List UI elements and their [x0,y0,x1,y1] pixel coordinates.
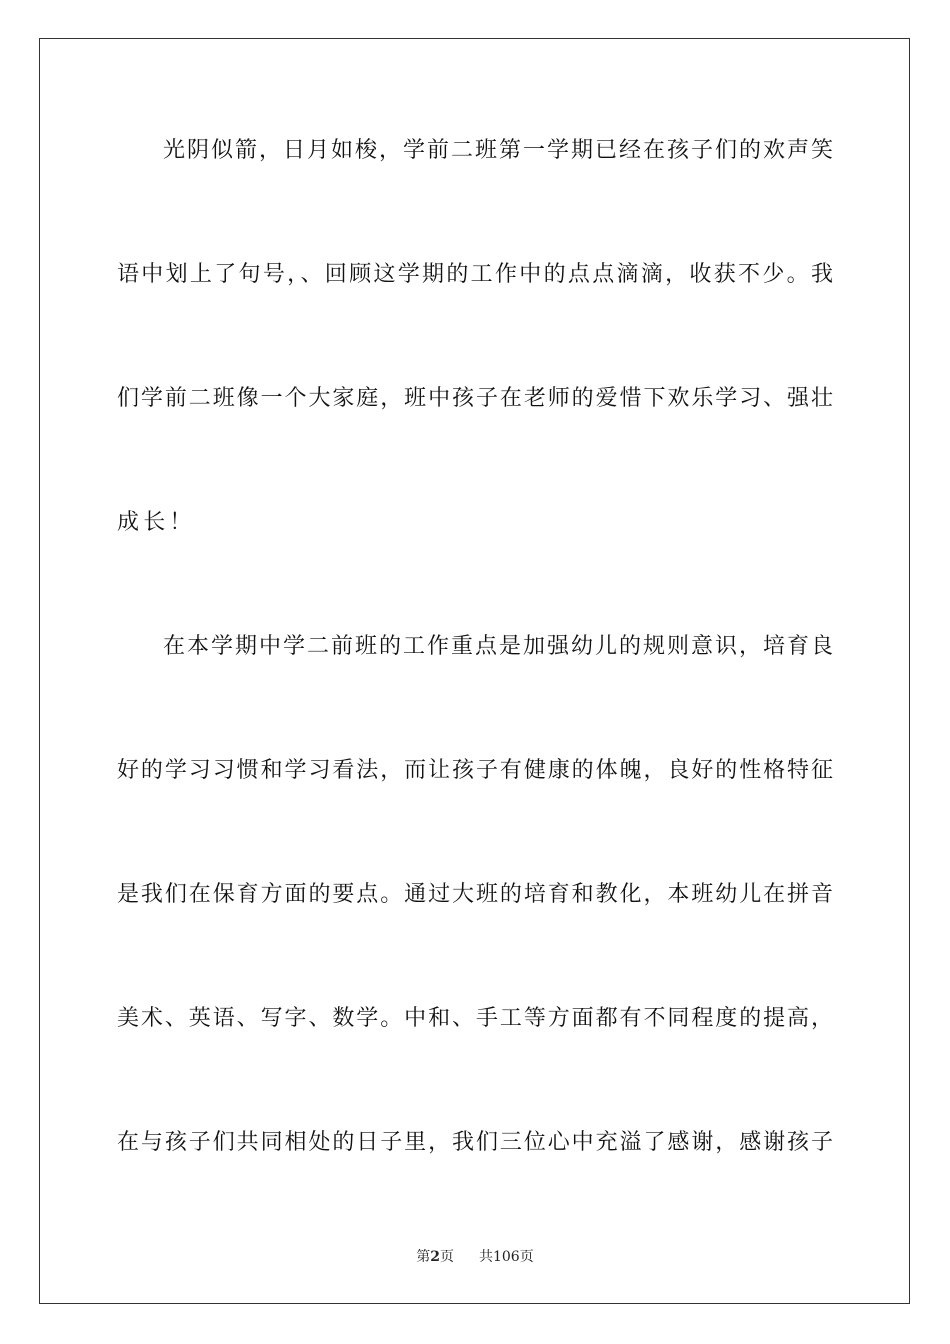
paragraph-2-line-1: 在本学期中学二前班的工作重点是加强幼儿的规则意识，培育良 [163,634,833,659]
total-pages-indicator [479,1248,534,1266]
total-prefix: 共 [478,1249,493,1265]
paragraph-1-line-3: 们学前二班像一个大家庭，班中孩子在老师的爱惜下欢乐学习、强壮 [117,386,833,411]
page-indicator [416,1248,454,1266]
paragraph-1-line-4: 成长！ [117,510,196,535]
paragraph-1-line-1: 光阴似箭，日月如梭，学前二班第一学期已经在孩子们的欢声笑 [163,138,833,163]
paragraph-2-line-3: 是我们在保育方面的要点。通过大班的培育和教化，本班幼儿在拼音 [117,882,833,907]
paragraph-2-line-5: 在与孩子们共同相处的日子里，我们三位心中充溢了感谢，感谢孩子 [117,1130,833,1155]
page-prefix: 第 [416,1249,431,1265]
total-number: 106 [492,1249,520,1265]
page-footer [0,1248,950,1266]
page-suffix: 页 [440,1249,455,1265]
paragraph-2-line-2: 好的学习习惯和学习看法，而让孩子有健康的体魄，良好的性格特征 [117,758,833,783]
total-suffix: 页 [519,1249,534,1265]
paragraph-2-line-4: 美术、英语、写字、数学。中和、手工等方面都有不同程度的提高， [117,1006,833,1031]
paragraph-1-line-2: 语中划上了句号，、回顾这学期的工作中的点点滴滴，收获不少。我 [117,262,833,287]
page-number: 2 [430,1249,441,1265]
page-border [39,38,910,1304]
